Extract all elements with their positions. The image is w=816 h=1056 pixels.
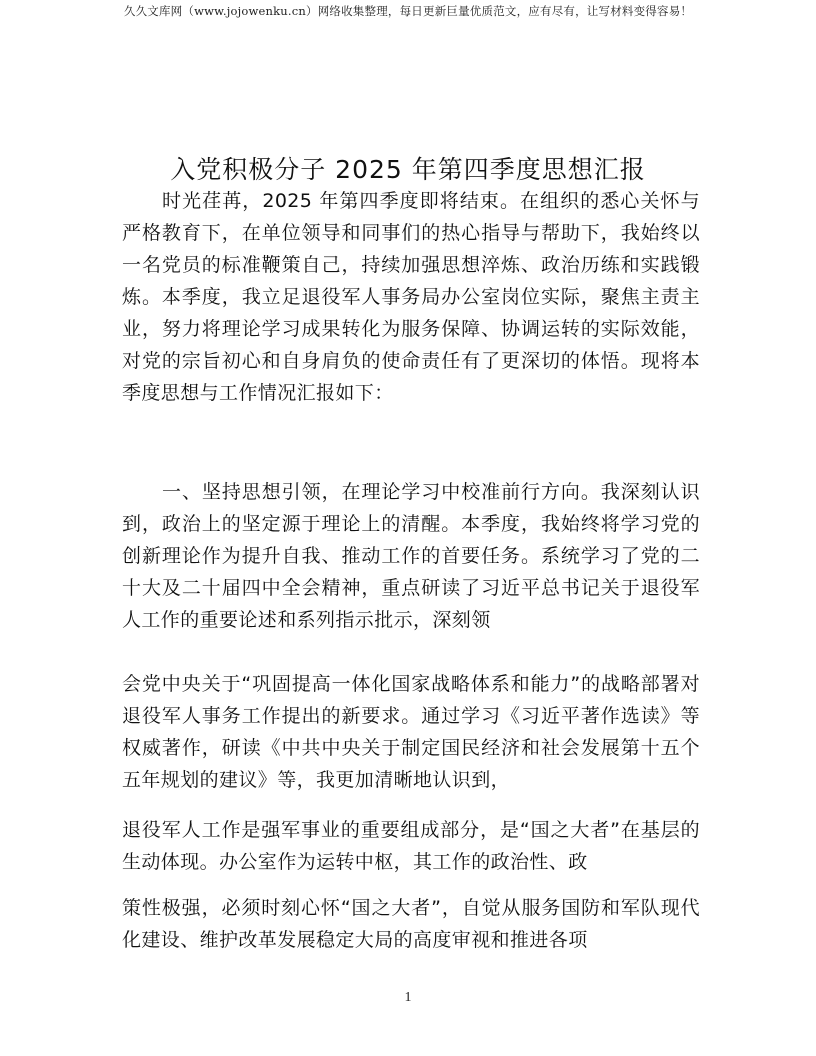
paragraph-intro: 时光荏苒，2025 年第四季度即将结束。在组织的悉心关怀与严格教育下，在单位领导和同事们的热心指导与帮助下，我始终以一名党员的标准鞭策自己，持续加强思想淬炼、政治历练和实践锻炼。本季度，我立足退役军人事务局办公室岗位实际，聚焦主责主业，努力将理论学习成果转化为服务保障、协调运转的实际效能，对党的宗旨初心和自身肩负的使命责任有了更深切的体悟。现将本季度思想与工作情况汇报如下：: [122, 190, 700, 404]
page-number: 1: [404, 990, 412, 1005]
paragraph-continuation-1: 会党中央关于“巩固提高一体化国家战略体系和能力”的战略部署对退役军人事务工作提出的新要求。通过学习《习近平著作选读》等权威著作，研读《中共中央关于制定国民经济和社会发展第十五个五年规划的建议》等，我更加清晰地认识到，: [122, 673, 700, 791]
paragraph-continuation-2: 退役军人工作是强军事业的重要组成部分，是“国之大者”在基层的生动体现。办公室作为运转中枢，其工作的政治性、政: [122, 819, 700, 873]
paragraph-section-one: 一、坚持思想引领，在理论学习中校准前行方向。我深刻认识到，政治上的坚定源于理论上的清醒。本季度，我始终将学习党的创新理论作为提升自我、推动工作的首要任务。系统学习了党的二十大及二十届四中全会精神，重点研读了习近平总书记关于退役军人工作的重要论述和系列指示批示，深刻领: [122, 481, 700, 631]
site-header-banner: 久久文库网（www.jojowenku.cn）网络收集整理，每日更新巨量优质范文，应有尽有，让写材料变得容易！: [123, 4, 693, 18]
document-title: 入党积极分子 2025 年第四季度思想汇报: [170, 155, 646, 184]
paragraph-continuation-3: 策性极强，必须时刻心怀“国之大者”，自觉从服务国防和军队现代化建设、维护改革发展稳定大局的高度审视和推进各项: [122, 897, 700, 951]
